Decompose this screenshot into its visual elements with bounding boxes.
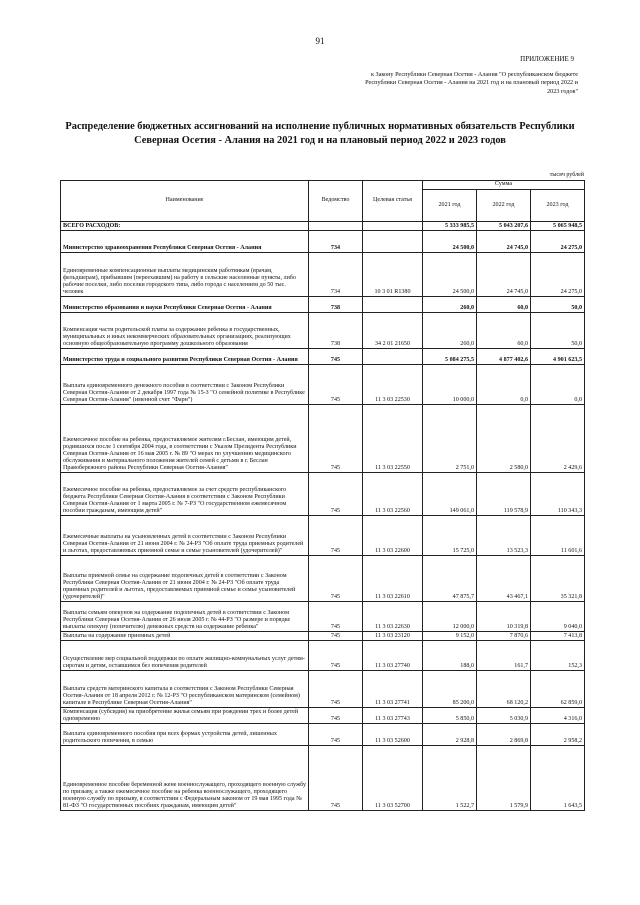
- law-reference: к Закону Республики Северная Осетия - Алания "О республиканском бюджете Республики Северная Осетия - Алания на 2021 год и на плановый период 2022 и 2023 годов": [365, 71, 578, 95]
- row-name: Единовременное пособие беременной жене военнослужащего, проходящего военную службу по призыву, а также ежемесячное пособие на ребенка военнослужащего, проходящего военную службу по призыву, в соответствии с Федеральным законом от 19 мая 1995 года № 81-ФЗ "О государственных пособиях гражданам, имеющим детей": [61, 746, 309, 811]
- row-2021: 10 000,0: [423, 365, 477, 405]
- row-dept: 745: [309, 405, 363, 473]
- row-dept: 745: [309, 724, 363, 746]
- table-row: [61, 405, 585, 473]
- row-name: Осуществление мер социальной поддержки по оплате жилищно-коммунальных услуг детям-сиротам и детям, оставшимся без попечения родителей: [61, 641, 309, 671]
- table-row: [61, 746, 585, 811]
- row-name: Выплата единовременного денежного пособия в соответствии с Законом Республики Северная Осетия-Алания от 2 декабря 1997 года № 15-З "О семейной политике в Республике Северная Осетия-Алания" (именной счет "Фарн"): [61, 365, 309, 405]
- row-2022: 10 319,8: [477, 602, 531, 632]
- row-code: 11 3 03 23120: [363, 632, 423, 641]
- row-2022: 7 870,6: [477, 632, 531, 641]
- row-2021: 24 500,0: [423, 231, 477, 253]
- row-code: 11 3 03 22600: [363, 516, 423, 556]
- row-name: Министерство здравоохранения Республики Северная Осетия - Алания: [61, 231, 309, 253]
- row-2022: 1 579,9: [477, 746, 531, 811]
- row-name: Ежемесячное пособие на ребенка, предоставляемое жителям г.Беслан, имеющим детей, родившихся после 1 сентября 2004 года, в соответствии с Указом Президента Республики Северная Осетия-Алания от 16 мая 2005 г. № 89 "О мерах по улучшению медицинского обслуживания и материального положения жителей семей с детьми в г. Беслан Правобережного района Республики Северная Осетия-Алания": [61, 405, 309, 473]
- row-name: Компенсация части родительской платы за содержание ребенка в государственных, муниципальных и иных некоммерческих образовательных организациях, реализующих основную общеобразовательную программу дошкольного образования: [61, 313, 309, 349]
- row-2022: 2 869,8: [477, 724, 531, 746]
- row-name: Выплаты на содержание приемных детей: [61, 632, 309, 641]
- row-2022: 24 745,0: [477, 253, 531, 297]
- row-2023: 11 601,6: [531, 516, 585, 556]
- header-target: Целевая статья: [363, 181, 423, 222]
- row-name: Единовременные компенсационные выплаты медицинским работникам (врачам, фельдшерам), прибывшим (переехавшим) на работу в сельские населенные пункты, либо рабочие поселки, либо поселки городского типа, либо города с населением до 50 тыс. человек: [61, 253, 309, 297]
- row-2021: 1 522,7: [423, 746, 477, 811]
- row-2022: 2 580,0: [477, 405, 531, 473]
- row-dept: 745: [309, 746, 363, 811]
- row-code: [363, 222, 423, 231]
- row-dept: [309, 222, 363, 231]
- appendix-label: ПРИЛОЖЕНИЕ 9: [520, 55, 574, 63]
- row-2022: 68 120,2: [477, 671, 531, 708]
- row-code: 11 3 03 27743: [363, 708, 423, 724]
- header-2022: 2022 год: [477, 190, 531, 222]
- budget-table: [60, 180, 585, 811]
- table-row: [61, 222, 585, 231]
- row-dept: 734: [309, 253, 363, 297]
- row-dept: 745: [309, 473, 363, 516]
- row-2022: 119 578,9: [477, 473, 531, 516]
- row-2021: 85 200,0: [423, 671, 477, 708]
- row-2021: 260,0: [423, 297, 477, 313]
- row-code: 11 3 03 27741: [363, 671, 423, 708]
- row-2023: 2 958,2: [531, 724, 585, 746]
- row-dept: 745: [309, 602, 363, 632]
- row-2022: 60,0: [477, 297, 531, 313]
- table-row: [61, 231, 585, 253]
- row-code: 34 2 01 21650: [363, 313, 423, 349]
- row-code: 10 3 01 R1380: [363, 253, 423, 297]
- table-row: [61, 724, 585, 746]
- row-2022: 13 523,3: [477, 516, 531, 556]
- row-2022: 0,0: [477, 365, 531, 405]
- row-2022: 4 877 402,6: [477, 349, 531, 365]
- row-2023: 0,0: [531, 365, 585, 405]
- row-code: 11 3 03 22550: [363, 405, 423, 473]
- row-2021: 2 928,8: [423, 724, 477, 746]
- row-dept: 745: [309, 556, 363, 602]
- row-name: Министерство труда и социального развития Республики Северная Осетия - Алания: [61, 349, 309, 365]
- row-dept: 745: [309, 349, 363, 365]
- table-row: [61, 516, 585, 556]
- row-2021: 12 000,0: [423, 602, 477, 632]
- header-2021: 2021 год: [423, 190, 477, 222]
- table-row: [61, 708, 585, 724]
- row-2021: 15 725,0: [423, 516, 477, 556]
- row-2022: 24 745,0: [477, 231, 531, 253]
- row-code: 11 3 03 52600: [363, 724, 423, 746]
- document-title: Распределение бюджетных ассигнований на исполнение публичных нормативных обязательств Республики Северная Осетия - Алания на 2021 год и на плановый период 2022 и 2023 годов: [65, 121, 575, 146]
- row-2021: 5 333 985,5: [423, 222, 477, 231]
- row-name: ВСЕГО РАСХОДОВ:: [61, 222, 309, 231]
- header-2023: 2023 год: [531, 190, 585, 222]
- row-2023: 35 321,8: [531, 556, 585, 602]
- table-row: [61, 641, 585, 671]
- row-2023: 50,0: [531, 313, 585, 349]
- row-dept: 745: [309, 708, 363, 724]
- row-2021: 24 500,0: [423, 253, 477, 297]
- row-2022: 5 030,9: [477, 708, 531, 724]
- row-2023: 7 413,8: [531, 632, 585, 641]
- row-code: 11 3 03 22530: [363, 365, 423, 405]
- row-dept: 745: [309, 632, 363, 641]
- row-2023: 4 316,0: [531, 708, 585, 724]
- row-2023: 110 343,3: [531, 473, 585, 516]
- row-name: Ежемесячное пособие на ребенка, предоставляемое за счет средств республиканского бюджета Республики Северная Осетия-Алания в соответствии с Законом Республики Северная Осетия-Алания от 1 марта 2005 г. № 7-РЗ "О государственном ежемесячном пособии гражданам, имеющим детей": [61, 473, 309, 516]
- row-dept: 745: [309, 671, 363, 708]
- header-name: Наименование: [61, 181, 309, 222]
- row-code: 11 3 03 52700: [363, 746, 423, 811]
- table-row: [61, 632, 585, 641]
- page-number: 91: [315, 36, 325, 46]
- table-row: [61, 671, 585, 708]
- row-2021: 188,0: [423, 641, 477, 671]
- row-2021: 5 084 275,5: [423, 349, 477, 365]
- row-dept: 745: [309, 641, 363, 671]
- row-2023: 24 275,0: [531, 253, 585, 297]
- row-dept: 738: [309, 297, 363, 313]
- units-label: тысяч рублей: [549, 172, 584, 178]
- row-2023: 9 040,0: [531, 602, 585, 632]
- row-name: Выплата средств материнского капитала в соответствии с Законом Республики Северная Осетия-Алания от 18 апреля 2012 г. № 12-РЗ "О республиканском материнском (семейном) капитале в Республике Северная Осетия-Алания": [61, 671, 309, 708]
- row-2022: 60,0: [477, 313, 531, 349]
- table-row: [61, 313, 585, 349]
- row-code: 11 3 03 27740: [363, 641, 423, 671]
- row-name: Ежемесячные выплаты на усыновленных детей в соответствии с Законом Республики Северная Осетия-Алания от 21 июня 2004 г. № 24-РЗ "Об оплате труда приемных родителей и льготах, предоставляемых приемной семье и семье усыновителей (удочерителей)": [61, 516, 309, 556]
- row-2023: 50,0: [531, 297, 585, 313]
- row-name: Выплаты приемной семье на содержание подопечных детей в соответствии с Законом Республики Северная Осетия-Алания от 21 июня 2004 г. № 24-РЗ "Об оплате труда приемных родителей и льготах, предоставляемых приемной семье и семье усыновителей (удочерителей)": [61, 556, 309, 602]
- row-2021: 9 152,0: [423, 632, 477, 641]
- row-name: Министерство образования и науки Республики Северная Осетия - Алания: [61, 297, 309, 313]
- header-sum: Сумма: [423, 181, 585, 190]
- row-2021: 260,0: [423, 313, 477, 349]
- table-row: [61, 556, 585, 602]
- row-code: 11 3 03 22610: [363, 556, 423, 602]
- row-2022: 5 043 207,6: [477, 222, 531, 231]
- table-row: [61, 349, 585, 365]
- row-2021: 47 875,7: [423, 556, 477, 602]
- row-2023: 1 643,5: [531, 746, 585, 811]
- table-row: [61, 297, 585, 313]
- table-row: [61, 365, 585, 405]
- row-name: Выплаты семьям опекунов на содержание подопечных детей в соответствии с Законом Республики Северная Осетия-Алания от 26 июля 2005 г. № 44-РЗ "О размере и порядке выплаты опекуну (попечителю) денежных средств на содержание ребенка": [61, 602, 309, 632]
- row-name: Выплата единовременного пособия при всех формах устройства детей, лишенных родительского попечения, в семью: [61, 724, 309, 746]
- row-2023: 152,3: [531, 641, 585, 671]
- row-2023: 24 275,0: [531, 231, 585, 253]
- row-code: [363, 297, 423, 313]
- row-dept: 745: [309, 365, 363, 405]
- row-dept: 738: [309, 313, 363, 349]
- row-dept: 745: [309, 516, 363, 556]
- row-2023: 2 429,6: [531, 405, 585, 473]
- table-row: [61, 602, 585, 632]
- row-2023: 62 859,0: [531, 671, 585, 708]
- row-dept: 734: [309, 231, 363, 253]
- row-2022: 161,7: [477, 641, 531, 671]
- table-row: [61, 473, 585, 516]
- header-dept: Ведомство: [309, 181, 363, 222]
- row-2023: 5 065 948,5: [531, 222, 585, 231]
- row-2021: 149 061,0: [423, 473, 477, 516]
- row-2021: 5 850,0: [423, 708, 477, 724]
- row-2021: 2 751,0: [423, 405, 477, 473]
- row-code: 11 3 03 22560: [363, 473, 423, 516]
- table-row: [61, 253, 585, 297]
- row-2022: 43 467,1: [477, 556, 531, 602]
- row-code: [363, 349, 423, 365]
- row-2023: 4 901 623,5: [531, 349, 585, 365]
- row-code: [363, 231, 423, 253]
- row-name: Компенсация (субсидия) на приобретение жилья семьям при рождении трех и более детей одновременно: [61, 708, 309, 724]
- row-code: 11 3 03 22630: [363, 602, 423, 632]
